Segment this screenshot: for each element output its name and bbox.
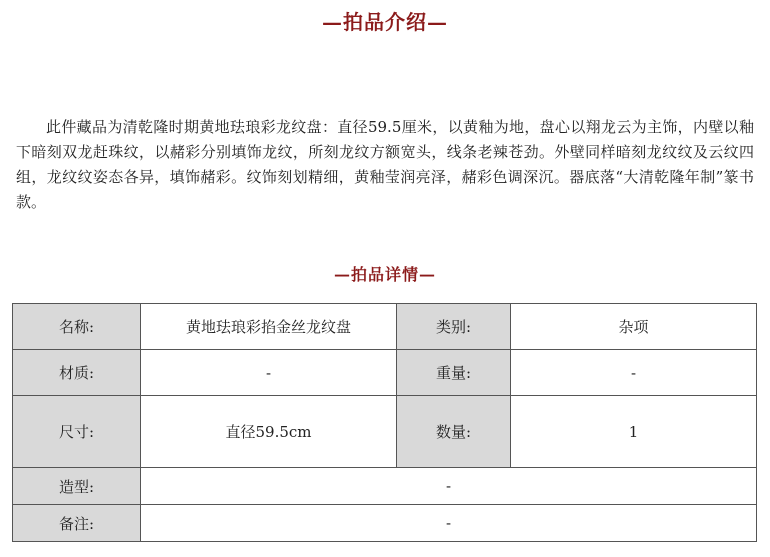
- remark-label: 备注:: [13, 505, 141, 542]
- material-label: 材质:: [13, 350, 141, 396]
- table-row: [13, 505, 757, 542]
- size-value: 直径59.5cm: [141, 396, 397, 468]
- shape-label: 造型:: [13, 468, 141, 505]
- name-value: 黄地珐琅彩掐金丝龙纹盘: [141, 304, 397, 350]
- table-row: [13, 396, 757, 468]
- quantity-value: 1: [511, 396, 757, 468]
- remark-value: -: [141, 505, 757, 542]
- details-table: [12, 303, 757, 542]
- intro-section-title: —拍品介绍—: [322, 10, 448, 34]
- item-description: 此件藏品为清乾隆时期黄地珐琅彩龙纹盘：直径59.5厘米，以黄釉为地，盘心以翔龙云为主饰，内壁以釉下暗刻双龙赶珠纹，以赭彩分别填饰龙纹，所刻龙纹方额宽头，线条老辣苍劲。外壁同样暗刻龙纹纹及云纹四组，龙纹纹姿态各异，填饰赭彩。纹饰刻划精细，黄釉莹润亮泽，赭彩色调深沉。器底落“大清乾隆年制”篆书款。: [16, 118, 754, 211]
- weight-label: 重量:: [397, 350, 511, 396]
- table-row: [13, 304, 757, 350]
- name-label: 名称:: [13, 304, 141, 350]
- shape-value: -: [141, 468, 757, 505]
- quantity-label: 数量:: [397, 396, 511, 468]
- details-section-title: —拍品详情—: [333, 265, 436, 284]
- weight-value: -: [511, 350, 757, 396]
- category-value: 杂项: [511, 304, 757, 350]
- table-row: [13, 468, 757, 505]
- material-value: -: [141, 350, 397, 396]
- table-row: [13, 350, 757, 396]
- category-label: 类别:: [397, 304, 511, 350]
- size-label: 尺寸:: [13, 396, 141, 468]
